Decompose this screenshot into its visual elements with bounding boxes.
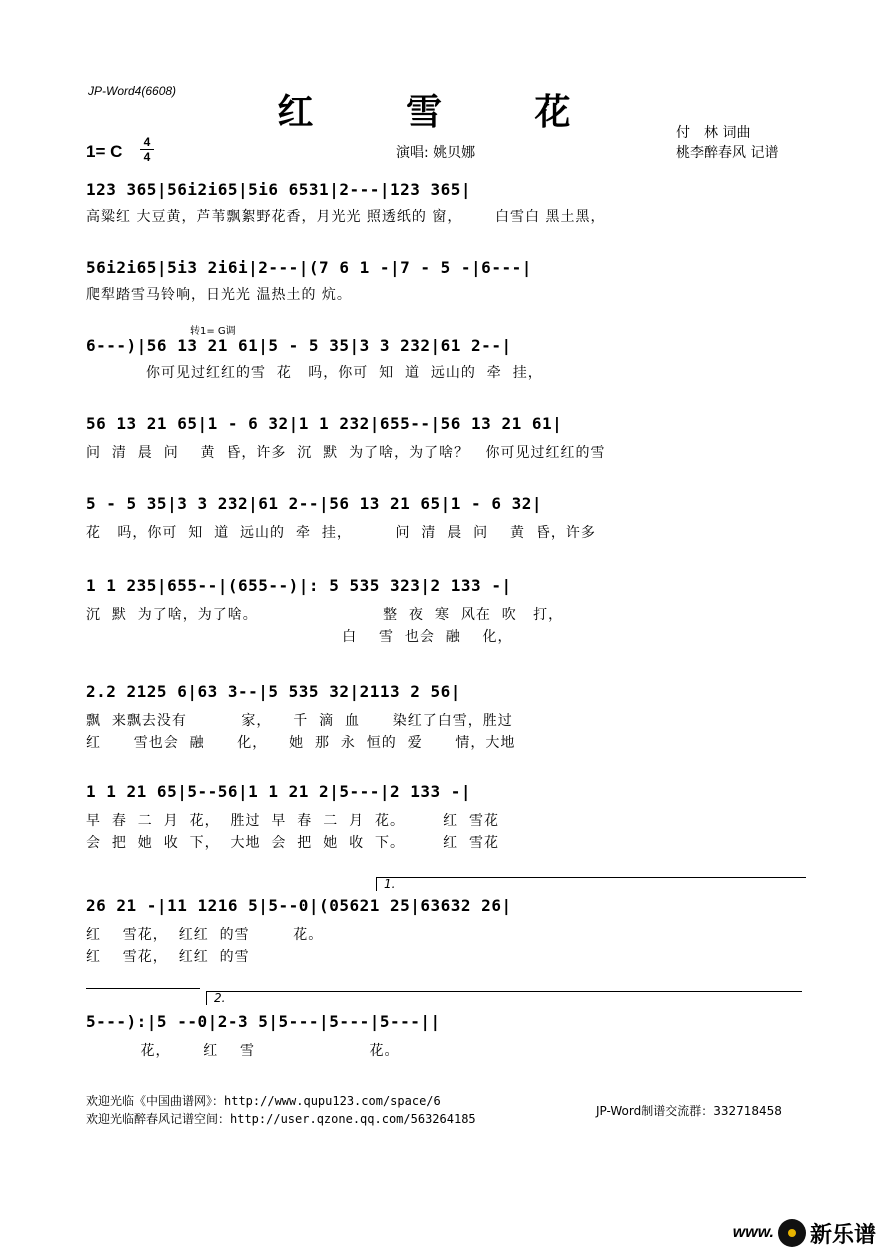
- site-logo: [733, 1216, 876, 1250]
- second-ending-bracket-left: [206, 991, 207, 1005]
- lyric-line-7b: 红 雪也会 融 化， 她 那 永 恒的 爱 情，大地: [86, 735, 516, 751]
- time-signature-top: 4: [143, 135, 151, 149]
- repeat-bracket-tail: [86, 988, 200, 989]
- lyric-line-6b: 白 雪 也会 融 化，: [86, 629, 513, 645]
- notation-line-4: 56 13 21 65|1 - 6 32|1 1 232|655--|56 13 21 61|: [86, 414, 563, 433]
- footer-space-link[interactable]: 欢迎光临醉春风记谱空间：http://user.qzone.qq.com/563264185: [86, 1112, 476, 1126]
- singer-credit: 演唱: 姚贝娜: [396, 145, 476, 161]
- notation-line-9: 26 21 -|11 1216 5|5--0|(05621 25|63632 26|: [86, 896, 512, 915]
- first-ending-bracket-left: [376, 877, 377, 891]
- notation-line-2: 56i2i65|5i3 2i6i|2---|(7 6 1 -|7 - 5 -|6---|: [86, 258, 532, 277]
- lyric-line-10: 花， 红 雪 花。: [86, 1043, 400, 1059]
- notation-line-3: 6---)|56 13 21 61|5 - 5 35|3 3 232|61 2--|: [86, 336, 512, 355]
- key-signature: 1= C: [86, 142, 123, 161]
- lyric-line-6a: 沉 默 为了啥，为了啥。 整 夜 寒 风在 吹 打，: [86, 607, 564, 623]
- time-signature-bottom: 4: [143, 150, 151, 164]
- first-ending-label: 1.: [384, 877, 396, 891]
- first-ending-bracket: [376, 877, 806, 878]
- lyricist-composer-credit: 付 林 词曲: [676, 125, 751, 141]
- second-ending-bracket: [206, 991, 802, 992]
- logo-url-text: www.: [732, 1224, 774, 1241]
- lyric-line-8b: 会 把 她 收 下， 大地 会 把 她 收 下。 红 雪花: [86, 835, 500, 851]
- lyric-line-5: 花 吗，你可 知 道 远山的 牵 挂， 问 清 晨 问 黄 昏，许多: [86, 525, 596, 541]
- second-ending-label: 2.: [214, 991, 226, 1005]
- notation-line-1: 123 365|56i2i65|5i6 6531|2---|123 365|: [86, 180, 472, 199]
- lyric-line-4: 问 清 晨 问 黄 昏，许多 沉 默 为了啥，为了啥？ 你可见过红红的雪: [86, 445, 606, 461]
- logo-name-text: 新乐谱: [809, 1222, 876, 1248]
- lyric-line-3: 你可见过红红的雪 花 吗，你可 知 道 远山的 牵 挂，: [86, 365, 543, 381]
- footer-group-info: JP-Word制谱交流群：332718458: [596, 1104, 782, 1118]
- notation-line-7: 2.2 2125 6|63 3--|5 535 32|2113 2 56|: [86, 682, 461, 701]
- lyric-line-9a: 红 雪花， 红红 的雪 花。: [86, 927, 324, 943]
- modulation-note: 转1= G调: [190, 326, 236, 337]
- lyric-line-2: 爬犁踏雪马铃响，日光光 温热土的 炕。: [86, 287, 352, 303]
- lyric-line-1: 高粱红 大豆黄，芦苇飘絮野花香，月光光 照透纸的 窗， 白雪白 黑土黑，: [86, 209, 606, 225]
- notation-line-8: 1 1 21 65|5--56|1 1 21 2|5---|2 133 -|: [86, 782, 472, 801]
- notation-line-6: 1 1 235|655--|(655--)|: 5 535 323|2 133 -|: [86, 576, 512, 595]
- notation-line-5: 5 - 5 35|3 3 232|61 2--|56 13 21 65|1 - 6 32|: [86, 494, 542, 513]
- song-title: 红 雪 花: [277, 91, 611, 133]
- footer-site-link[interactable]: 欢迎光临《中国曲谱网》：http://www.qupu123.com/space/6: [86, 1094, 441, 1108]
- lyric-line-7a: 飘 来飘去没有 家， 千 滴 血 染红了白雪，胜过: [86, 713, 513, 729]
- vinyl-disc-icon: [778, 1219, 806, 1247]
- notation-line-10: 5---):|5 --0|2-3 5|5---|5---|5---||: [86, 1012, 441, 1031]
- lyric-line-8a: 早 春 二 月 花， 胜过 早 春 二 月 花。 红 雪花: [86, 813, 500, 829]
- software-tag: JP-Word4(6608): [88, 84, 177, 98]
- time-signature: [140, 136, 154, 163]
- lyric-line-9b: 红 雪花， 红红 的雪: [86, 949, 250, 965]
- transcriber-credit: 桃李醉春风 记谱: [676, 145, 779, 161]
